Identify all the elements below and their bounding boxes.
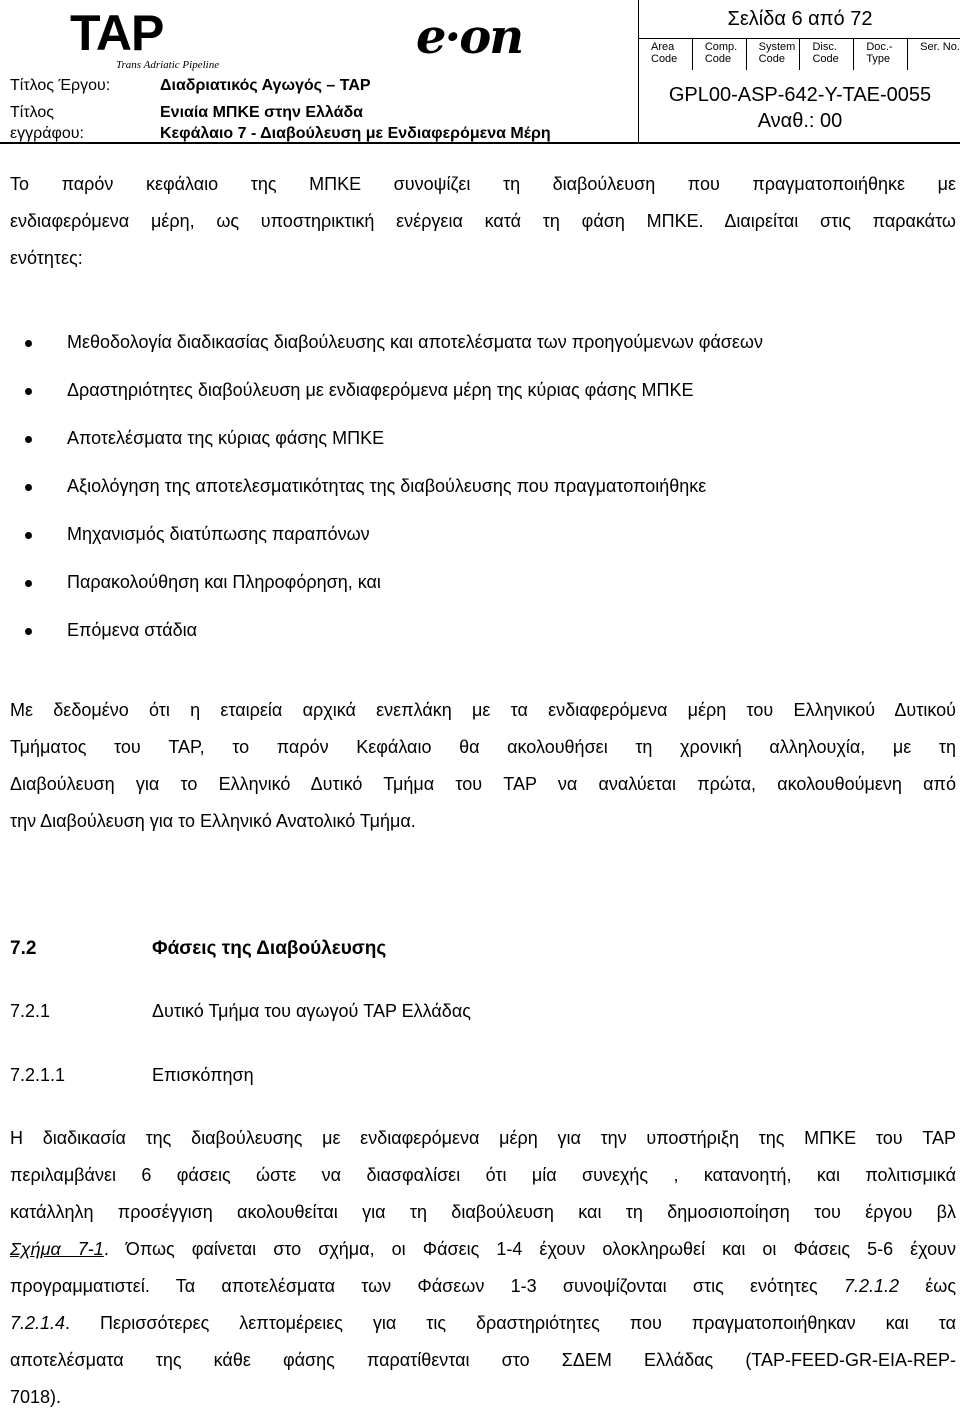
list-item-text: Αξιολόγηση της αποτελεσματικότητας της διαβούλευσης που πραγματοποιήθηκε bbox=[67, 476, 707, 496]
para3-line-4 bbox=[10, 1231, 956, 1268]
list-item-text: Παρακολούθηση και Πληροφόρηση, και bbox=[67, 572, 381, 592]
para3-line-8: 7018). bbox=[10, 1387, 62, 1407]
code-cell-system: System Code bbox=[747, 38, 801, 70]
para3-line-7: αποτελέσματα της κάθε φάσης παρατίθενται στο ΣΔΕΜ Ελλάδας (TAP-FEED-GR-EIA-REP- bbox=[10, 1350, 956, 1370]
document-code: GPL00-ASP-642-Y-TAE-0055 bbox=[668, 84, 932, 106]
subsection-title: Δυτικό Τμήμα του αγωγού TAP Ελλάδας bbox=[152, 1001, 471, 1021]
list-item-text: Επόμενα στάδια bbox=[67, 620, 198, 640]
figure-reference-link[interactable]: Σχήμα 7-1 bbox=[10, 1239, 104, 1259]
list-item bbox=[0, 524, 960, 564]
project-label: Τίτλος Έργου: bbox=[10, 77, 111, 94]
eon-logo: e·on bbox=[416, 9, 523, 65]
document-id-block bbox=[638, 70, 960, 142]
document-code-grid bbox=[638, 38, 960, 70]
list-item bbox=[0, 476, 960, 516]
subsubsection-number: 7.2.1.1 bbox=[10, 1065, 66, 1085]
page-number: Σελίδα 6 από 72 bbox=[727, 8, 873, 30]
intro-paragraph bbox=[10, 166, 956, 277]
code-cell-disc: Disc. Code bbox=[800, 38, 854, 70]
para3-line-4-text: . Όπως φαίνεται στο σχήμα, οι Φάσεις 1-4 έχουν ολοκληρωθεί και οι Φάσεις 5-6 έχουν bbox=[103, 1239, 956, 1259]
para3-line-5-text-b: έως bbox=[899, 1276, 956, 1296]
list-item bbox=[0, 620, 960, 660]
para3-line-6-text: . Περισσότερες λεπτομέρειες για τις δραστηριότητες που πραγματοποιήθηκαν και τα bbox=[65, 1313, 956, 1333]
para3-line-1: Η διαδικασία της διαβούλευσης με ενδιαφερόμενα μέρη για την υποστήριξη της ΜΠΚΕ του TAP bbox=[10, 1128, 956, 1148]
doc-title-value-2: Κεφάλαιο 7 - Διαβούλευση με Ενδιαφερόμενα Μέρη bbox=[160, 125, 551, 142]
list-item-text: Αποτελέσματα της κύριας φάσης ΜΠΚΕ bbox=[67, 428, 385, 448]
doc-title-value-1: Ενιαία ΜΠΚΕ στην Ελλάδα bbox=[160, 104, 363, 121]
list-item-text: Μηχανισμός διατύπωσης παραπόνων bbox=[67, 524, 370, 544]
project-value: Διαδριατικός Αγωγός – TAP bbox=[160, 77, 371, 94]
bullet-dot bbox=[25, 532, 32, 539]
section-number: 7.2 bbox=[10, 938, 37, 959]
overview-paragraph bbox=[10, 1120, 956, 1416]
list-item bbox=[0, 332, 960, 372]
tap-logo-subtitle: Trans Adriatic Pipeline bbox=[116, 59, 220, 71]
doc-title-label-2: εγγράφου: bbox=[10, 125, 84, 142]
para2-line-4: την Διαβούλευση για το Ελληνικό Ανατολικό Τμήμα. bbox=[10, 811, 416, 831]
intro-line-2: ενδιαφερόμενα μέρη, ως υποστηρικτική ενέργεια κατά τη φάση ΜΠΚΕ. Διαιρείται στις παρακάτω bbox=[10, 211, 956, 231]
intro-line-3: ενότητες: bbox=[10, 248, 83, 268]
para3-line-3: κατάλληλη προσέγγιση ακολουθείται για τη διαβούλευση και τη δημοσιοποίηση του έργου βλ bbox=[10, 1202, 956, 1222]
subsection-number: 7.2.1 bbox=[10, 1001, 51, 1021]
bullet-dot bbox=[25, 436, 32, 443]
para2-line-2: Τμήματος του TAP, το παρόν Κεφάλαιο θα ακολουθήσει τη χρονική αλληλουχία, με τη bbox=[10, 737, 956, 757]
code-cell-serno: Ser. No. bbox=[920, 41, 960, 53]
para3-line-5 bbox=[10, 1268, 956, 1305]
code-cell-doctype: Doc.- Type bbox=[854, 38, 908, 70]
bullet-dot bbox=[25, 340, 32, 347]
list-item-text: Μεθοδολογία διαδικασίας διαβούλευσης και αποτελέσματα των προηγούμενων φάσεων bbox=[67, 332, 763, 352]
chronology-paragraph bbox=[10, 692, 956, 840]
tap-logo-letters: TAP bbox=[70, 5, 164, 61]
page-number-box bbox=[638, 0, 960, 39]
doc-title-label-1: Τίτλος bbox=[10, 104, 55, 121]
tap-logo bbox=[70, 5, 280, 71]
header-divider bbox=[0, 142, 960, 144]
para3-line-6 bbox=[10, 1305, 956, 1342]
list-item bbox=[0, 380, 960, 420]
list-item bbox=[0, 572, 960, 612]
list-item bbox=[0, 428, 960, 468]
code-cell-comp: Comp. Code bbox=[693, 38, 747, 70]
para3-line-5-text-a: προγραμματιστεί. Τα αποτελέσματα των Φάσεων 1-3 συνοψίζονται στις ενότητες bbox=[10, 1276, 844, 1296]
code-cell-area: Area Code bbox=[639, 38, 693, 70]
para2-line-1: Με δεδομένο ότι η εταιρεία αρχικά ενεπλάκη με τα ενδιαφερόμενα μέρη του Ελληνικού Δυτικού bbox=[10, 700, 956, 720]
bullet-dot bbox=[25, 580, 32, 587]
list-item-text: Δραστηριότητες διαβούλευση με ενδιαφερόμενα μέρη της κύριας φάσης ΜΠΚΕ bbox=[67, 380, 694, 400]
section-reference-link[interactable]: 7.2.1.4 bbox=[10, 1313, 66, 1333]
bullet-dot bbox=[25, 484, 32, 491]
para3-line-2: περιλαμβάνει 6 φάσεις ώστε να διασφαλίσει ότι μία συνεχής , κατανοητή, και πολιτισμικά bbox=[10, 1165, 956, 1185]
intro-line-1: Το παρόν κεφάλαιο της ΜΠΚΕ συνοψίζει τη διαβούλευση που πραγματοποιήθηκε με bbox=[10, 174, 956, 194]
bullet-dot bbox=[25, 388, 32, 395]
bullet-dot bbox=[25, 628, 32, 635]
header-logos bbox=[0, 0, 638, 70]
section-title: Φάσεις της Διαβούλευσης bbox=[152, 938, 387, 959]
subsubsection-title: Επισκόπηση bbox=[152, 1065, 254, 1085]
revision: Αναθ.: 00 bbox=[757, 110, 843, 132]
para2-line-3: Διαβούλευση για το Ελληνικό Δυτικό Τμήμα του TAP να αναλύεται πρώτα, ακολουθούμενη από bbox=[10, 774, 956, 794]
section-reference-link[interactable]: 7.2.1.2 bbox=[843, 1276, 899, 1296]
